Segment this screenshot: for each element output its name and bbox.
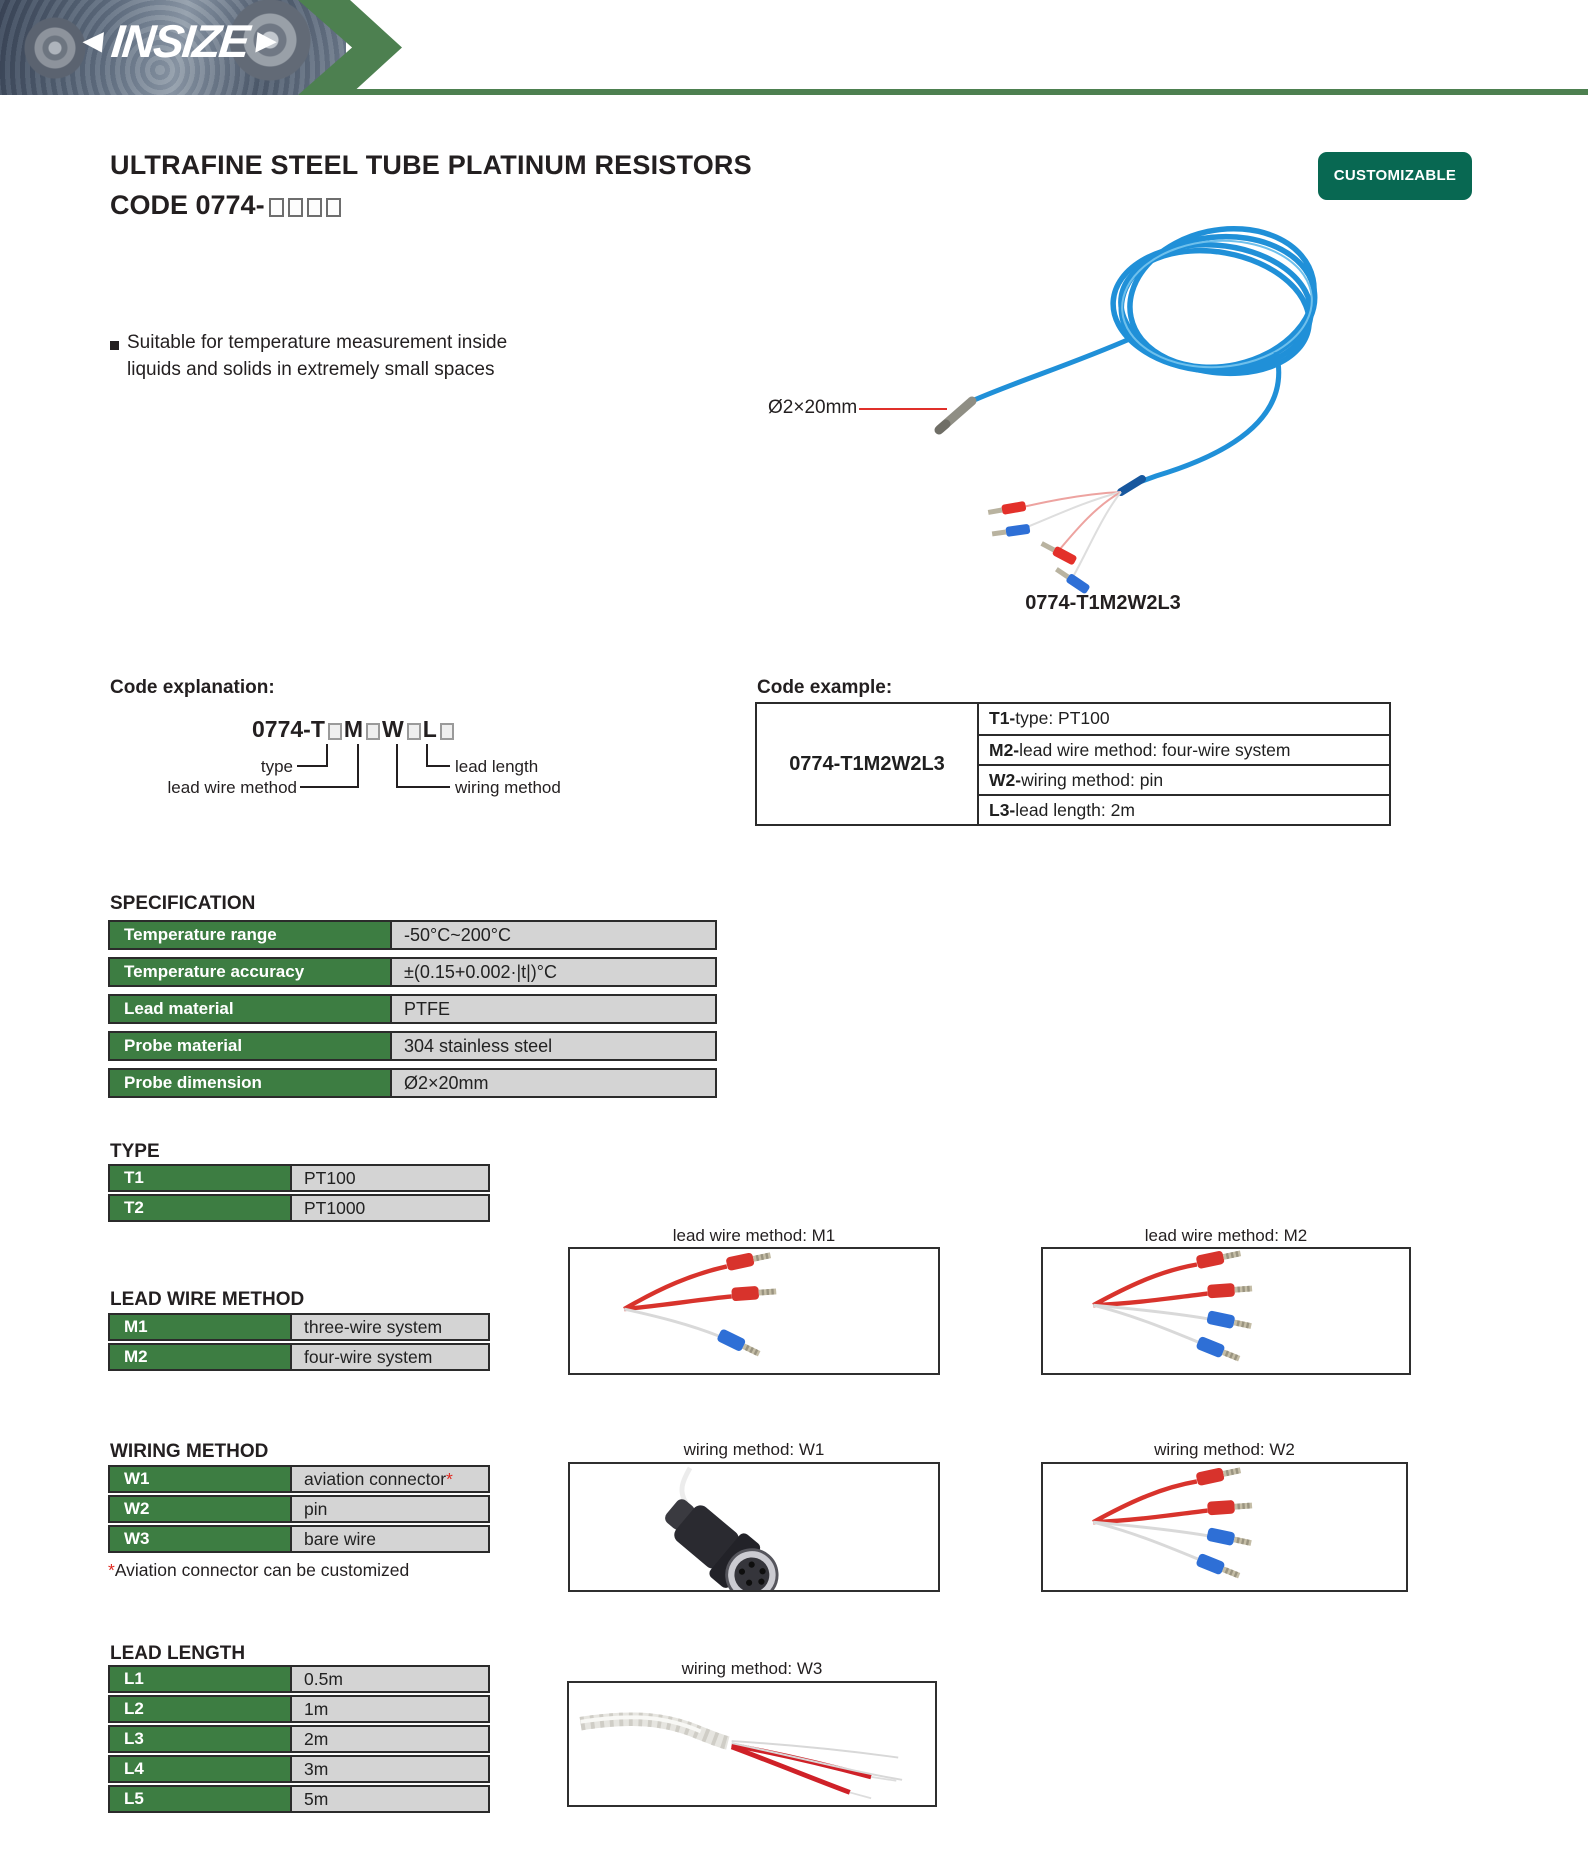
spec-label: Temperature range — [110, 922, 390, 948]
spec-value: ±(0.15+0.002·|t|)°C — [390, 959, 715, 985]
row-text: lead length: 2m — [1015, 800, 1135, 820]
table-row — [108, 1343, 490, 1371]
product-photo — [640, 200, 1410, 620]
table-row — [108, 1465, 490, 1493]
page-code-title — [110, 190, 341, 221]
code-placeholder-box — [269, 198, 284, 217]
option-value: PT1000 — [290, 1196, 488, 1220]
option-code: W1 — [110, 1467, 290, 1491]
lead-wire-method-table — [108, 1313, 490, 1373]
table-row — [108, 957, 717, 987]
table-row — [108, 1525, 490, 1553]
specification-table — [108, 920, 717, 1098]
row-prefix: L3- — [989, 800, 1016, 820]
table-row — [108, 1755, 490, 1783]
spec-label: Temperature accuracy — [110, 959, 390, 985]
table-row — [108, 1665, 490, 1693]
table-row — [979, 794, 1389, 824]
option-code: L2 — [110, 1697, 290, 1721]
insize-logo — [74, 15, 286, 67]
m2-figure — [1041, 1247, 1411, 1375]
table-row — [108, 920, 717, 950]
code-example-code: 0774-T1M2W2L3 — [757, 704, 979, 824]
table-row — [979, 764, 1389, 794]
option-value: four-wire system — [290, 1345, 488, 1369]
code-placeholder-box — [326, 198, 341, 217]
option-value: 0.5m — [290, 1667, 488, 1691]
w1-figure-caption: wiring method: W1 — [683, 1440, 825, 1459]
option-code: M2 — [110, 1345, 290, 1369]
w2-figure — [1041, 1462, 1408, 1592]
option-value: 2m — [290, 1727, 488, 1751]
code-example-rows — [979, 704, 1389, 824]
spec-label: Probe dimension — [110, 1070, 390, 1096]
table-row — [108, 1725, 490, 1753]
w2-figure-caption: wiring method: W2 — [1154, 1440, 1295, 1459]
row-text: lead wire method: four-wire system — [1019, 740, 1291, 760]
m1-figure — [568, 1247, 940, 1375]
table-row — [108, 1194, 490, 1222]
right-arrow-icon: ► — [247, 22, 286, 60]
code-explanation-heading: Code explanation: — [110, 677, 275, 698]
code-pattern-l: L — [422, 716, 437, 742]
option-code: L4 — [110, 1757, 290, 1781]
code-placeholder-box — [328, 723, 342, 740]
diagram-label-wiring-method: wiring method — [455, 778, 561, 797]
customizable-badge: CUSTOMIZABLE — [1318, 152, 1472, 200]
code-placeholder-box — [288, 198, 303, 217]
table-row — [979, 704, 1389, 734]
code-title-prefix: CODE 0774- — [110, 190, 265, 220]
row-prefix: M2- — [989, 740, 1020, 760]
table-row — [108, 1695, 490, 1723]
spec-value: Ø2×20mm — [390, 1070, 715, 1096]
option-code: T1 — [110, 1166, 290, 1190]
spec-value: 304 stainless steel — [390, 1033, 715, 1059]
option-text: aviation connector — [304, 1469, 447, 1489]
option-code: L3 — [110, 1727, 290, 1751]
code-example-table — [755, 702, 1391, 826]
code-placeholder-box — [440, 723, 454, 740]
bullet-square-icon — [110, 341, 119, 350]
spec-label: Probe material — [110, 1033, 390, 1059]
row-text: wiring method: pin — [1021, 770, 1164, 790]
product-caption: 0774-T1M2W2L3 — [1025, 592, 1181, 614]
m1-figure-caption: lead wire method: M1 — [672, 1226, 836, 1245]
code-pattern — [252, 716, 456, 743]
table-row — [108, 1785, 490, 1813]
option-value: 1m — [290, 1697, 488, 1721]
wiring-method-heading: WIRING METHOD — [110, 1441, 269, 1462]
header-photo — [0, 0, 346, 95]
diagram-label-lead-wire-method: lead wire method — [167, 778, 297, 797]
wiring-method-table — [108, 1465, 490, 1555]
w1-figure — [568, 1462, 940, 1592]
lead-wire-method-heading: LEAD WIRE METHOD — [110, 1289, 305, 1310]
table-row — [108, 1164, 490, 1192]
table-row — [108, 1495, 490, 1523]
logo-text: INSIZE — [108, 15, 251, 67]
w3-figure-caption: wiring method: W3 — [681, 1659, 823, 1678]
note-text: Aviation connector can be customized — [114, 1560, 410, 1580]
option-code: L1 — [110, 1667, 290, 1691]
row-prefix: T1- — [989, 708, 1016, 728]
table-row — [108, 1031, 717, 1061]
code-placeholder-box — [307, 198, 322, 217]
code-placeholder-box — [407, 723, 421, 740]
diagram-label-type: type — [260, 757, 293, 776]
dimension-leader-line — [859, 408, 947, 410]
code-example-heading: Code example: — [757, 677, 893, 698]
option-value — [290, 1467, 488, 1491]
green-rule — [345, 89, 1588, 95]
table-row — [108, 1313, 490, 1341]
row-prefix: W2- — [989, 770, 1022, 790]
w3-figure — [567, 1681, 937, 1807]
spec-label: Lead material — [110, 996, 390, 1022]
option-value: PT100 — [290, 1166, 488, 1190]
option-code: M1 — [110, 1315, 290, 1339]
probe-dimension-label: Ø2×20mm — [768, 397, 858, 418]
option-value: 3m — [290, 1757, 488, 1781]
m2-figure-caption: lead wire method: M2 — [1144, 1226, 1308, 1245]
table-row — [979, 734, 1389, 764]
option-value: bare wire — [290, 1527, 488, 1551]
diagram-label-lead-length: lead length — [455, 757, 539, 776]
type-table — [108, 1164, 490, 1224]
code-pattern-m: M — [343, 716, 364, 742]
option-code: W3 — [110, 1527, 290, 1551]
lead-length-table — [108, 1665, 490, 1815]
option-code: L5 — [110, 1787, 290, 1811]
asterisk-mark: * — [108, 1560, 115, 1580]
code-pattern-w: W — [382, 716, 404, 742]
spec-value: -50°C~200°C — [390, 922, 715, 948]
left-arrow-icon: ◄ — [74, 22, 112, 60]
page-title: ULTRAFINE STEEL TUBE PLATINUM RESISTORS — [110, 150, 752, 180]
code-placeholder-box — [366, 723, 380, 740]
option-value: 5m — [290, 1787, 488, 1811]
customization-note — [108, 1560, 409, 1581]
type-heading: TYPE — [110, 1141, 160, 1162]
feature-line-1: Suitable for temperature measurement inside — [127, 332, 508, 353]
specification-heading: SPECIFICATION — [110, 893, 256, 914]
table-row — [108, 1068, 717, 1098]
row-text: type: PT100 — [1015, 708, 1110, 728]
option-code: W2 — [110, 1497, 290, 1521]
asterisk-mark: * — [446, 1469, 453, 1489]
code-pattern-prefix: 0774-T — [252, 716, 325, 742]
table-row — [108, 994, 717, 1024]
spec-value: PTFE — [390, 996, 715, 1022]
option-value: three-wire system — [290, 1315, 488, 1339]
option-value: pin — [290, 1497, 488, 1521]
lead-length-heading: LEAD LENGTH — [110, 1643, 246, 1664]
option-code: T2 — [110, 1196, 290, 1220]
feature-line-2: liquids and solids in extremely small spaces — [127, 359, 495, 380]
